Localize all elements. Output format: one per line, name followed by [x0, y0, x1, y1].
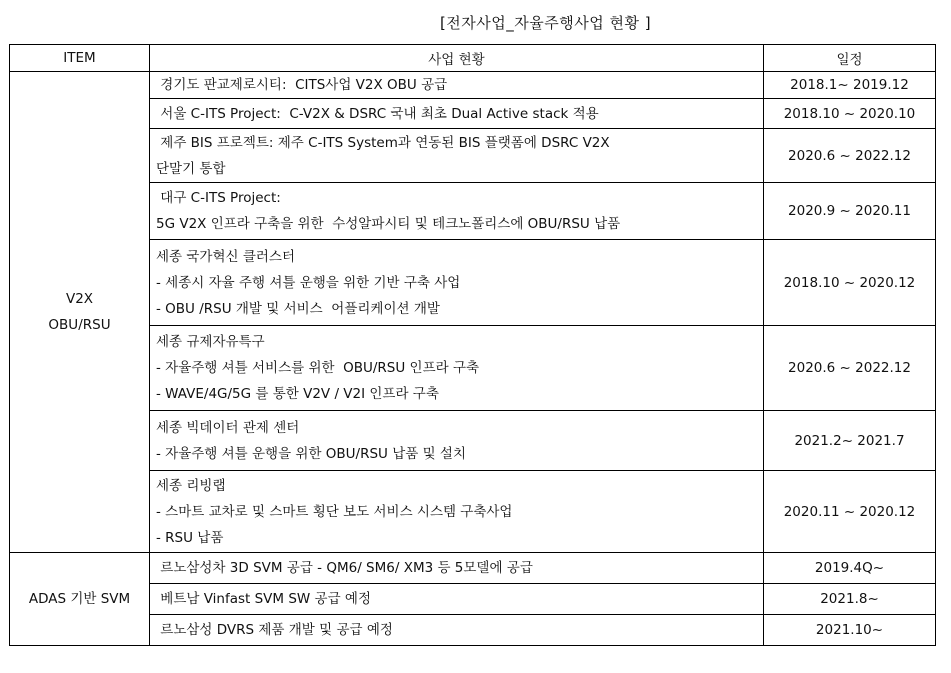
- schedule-cell: 2018.1~ 2019.12: [764, 72, 936, 99]
- status-line: 경기도 판교제로시티: CITS사업 V2X OBU 공급: [156, 77, 448, 93]
- status-line: - WAVE/4G/5G 를 통한 V2V / V2I 인프라 구축: [156, 386, 439, 402]
- status-line: - OBU /RSU 개발 및 서비스 어플리케이션 개발: [156, 300, 440, 317]
- document-title: [전자사업_자율주행사업 현황 ]: [439, 14, 652, 32]
- status-line: - 자율주행 셔틀 운행을 위한 OBU/RSU 납품 및 설치: [156, 445, 467, 462]
- status-cell: [150, 326, 764, 411]
- status-line: 세종 국가혁신 클러스터: [156, 248, 295, 265]
- item-cell: [10, 72, 150, 553]
- status-line: 대구 C-ITS Project:: [156, 190, 281, 206]
- status-line: 서울 C-ITS Project: C-V2X & DSRC 국내 최초 Dual Active stack 적용: [156, 105, 599, 122]
- status-line: - 자율주행 셔틀 서비스를 위한 OBU/RSU 인프라 구축: [156, 360, 480, 376]
- status-cell: [150, 411, 764, 471]
- schedule-cell: 2021.8~: [764, 584, 936, 615]
- status-cell: [150, 99, 764, 129]
- schedule-cell: 2020.6 ~ 2022.12: [764, 129, 936, 183]
- status-line: - 세종시 자율 주행 셔틀 운행을 위한 기반 구축 사업: [156, 274, 461, 291]
- status-line: 르노삼성차 3D SVM 공급 - QM6/ SM6/ XM3 등 5모델에 공급: [156, 560, 533, 576]
- status-cell: [150, 183, 764, 240]
- header-schedule: 일정: [764, 45, 936, 72]
- table-row: [10, 72, 936, 99]
- status-line: 베트남 Vinfast SVM SW 공급 예정: [156, 591, 372, 607]
- schedule-cell: 2020.6 ~ 2022.12: [764, 326, 936, 411]
- schedule-cell: 2018.10 ~ 2020.10: [764, 99, 936, 129]
- status-line: - 스마트 교차로 및 스마트 횡단 보도 서비스 시스템 구축사업: [156, 503, 513, 520]
- header-row: [10, 45, 936, 72]
- status-line: 세종 리빙랩: [156, 477, 226, 494]
- status-cell: [150, 129, 764, 183]
- table-row: [10, 553, 936, 584]
- status-line: 단말기 통합: [156, 160, 226, 177]
- status-cell: [150, 584, 764, 615]
- item-label: V2X: [65, 291, 94, 307]
- business-status-table: [9, 44, 936, 646]
- status-line: 르노삼성 DVRS 제품 개발 및 공급 예정: [156, 622, 393, 638]
- status-cell: [150, 553, 764, 584]
- status-line: 세종 빅데이터 관제 센터: [156, 419, 300, 436]
- item-label: OBU/RSU: [48, 317, 111, 333]
- header-status: 사업 현황: [150, 45, 764, 72]
- header-item: ITEM: [10, 45, 150, 72]
- status-cell: [150, 615, 764, 646]
- item-label: ADAS 기반 SVM: [28, 591, 131, 607]
- schedule-cell: 2021.10~: [764, 615, 936, 646]
- status-line: 세종 규제자유특구: [156, 334, 265, 350]
- schedule-cell: 2019.4Q~: [764, 553, 936, 584]
- schedule-cell: 2018.10 ~ 2020.12: [764, 240, 936, 326]
- status-line: - RSU 납품: [156, 529, 224, 546]
- schedule-cell: 2020.9 ~ 2020.11: [764, 183, 936, 240]
- status-line: 제주 BIS 프로젝트: 제주 C-ITS System과 연동된 BIS 플랫폼에 DSRC V2X: [156, 134, 610, 151]
- status-cell: [150, 240, 764, 326]
- status-cell: [150, 471, 764, 553]
- status-cell: [150, 72, 764, 99]
- schedule-cell: 2021.2~ 2021.7: [764, 411, 936, 471]
- item-cell: [10, 553, 150, 646]
- schedule-cell: 2020.11 ~ 2020.12: [764, 471, 936, 553]
- status-line: 5G V2X 인프라 구축을 위한 수성알파시티 및 테크노폴리스에 OBU/RSU 납품: [156, 216, 621, 232]
